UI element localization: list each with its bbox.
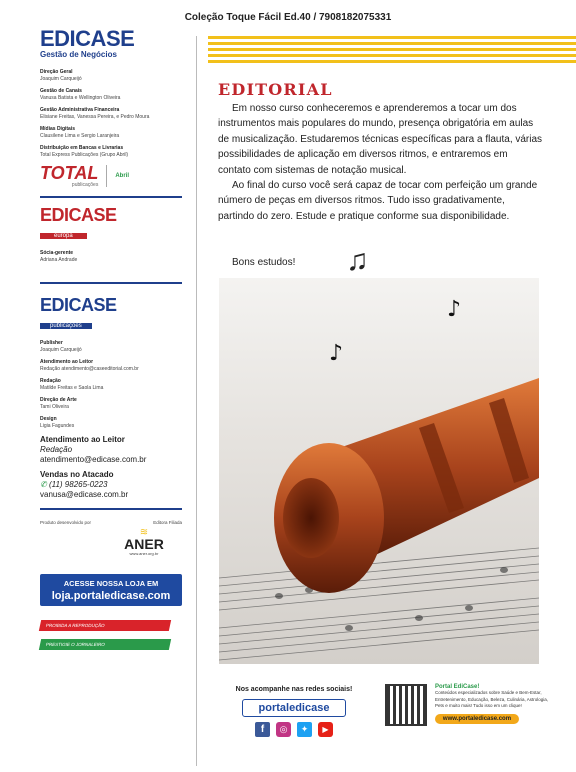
aner-fan-icon: ≋ [139, 527, 149, 538]
credits-group-1: Direção Geral Joaquim Carqueijó Gestão de Canais Vanusa Batista e Wellington Oliveira Gestão Administrativa Financeira Elisiane Freitas, Vanessa Pereira, e Pedro Moura Mídias Digitais Clausilene Lima e Sergio Laranjeira Distribuição em Bancas e Livrarias Total Express Publicações (Grupo Abril) [40, 69, 150, 158]
portal-url-button[interactable]: www.portaledicase.com [435, 714, 519, 724]
aner-logo: ≋ ANER www.aner.org.br [122, 529, 166, 556]
edicase-logo-main: EDICASE Gestão de Negócios [40, 26, 135, 59]
column-divider [196, 36, 197, 766]
page-header: Coleção Toque Fácil Ed.40 / 7908182075331 [184, 12, 392, 23]
editorial-title: EDITORIAL [218, 80, 333, 99]
total-logo: TOTAL publicações Abril [40, 163, 129, 188]
header-stripes [208, 36, 576, 66]
no-reproduction-badge: PROIBIDA A REPRODUÇÃO [39, 620, 171, 631]
social-icons-row [219, 722, 369, 737]
qr-code[interactable] [385, 684, 427, 726]
whatsapp-icon: ✆ [40, 480, 47, 489]
credits-group-3: Publisher Joaquim Carqueijó Atendimento ao Leitor Redação atendimento@caseeditorial.com.br Redação Matilde Freitas e Saola Lima Direção de Arte Tami Oliveira Design Ligia Fagundes [40, 340, 139, 429]
abril-logo: Abril [115, 173, 129, 179]
sidebar-separator [40, 508, 182, 510]
editorial-paragraph: Ao final do curso você será capaz de tocar com perfeição um grande número de peças em diversos ritmos. Tudo isso gradativamente, partindo do zero. Estude e pratique conforme sua disponibilidade. [218, 180, 538, 222]
recorder-illustration [219, 278, 539, 664]
portal-block: Portal EdiCase! Conteúdos especializados sobre Saúde e Bem-Estar, Entretenimento, Educação, Beleza, Culinária, Astrologia, Pets e muito mais! Tudo isso em um clique! www.portaledicase.com [435, 684, 549, 722]
vendas-email-link[interactable]: vanusa@edicase.com.br [40, 490, 129, 499]
editorial-paragraph: Em nosso curso conheceremos e aprenderemos a tocar um dos instrumentos mais populares do mundo, presença obrigatória em aulas de musicalização. Estudaremos técnicas específicas para a flauta, várias possibilidades de aplicação em diversos ritmos, e entraremos em contato com sistemas de notação musical. [218, 103, 543, 176]
youtube-icon[interactable]: ▶ [318, 722, 333, 737]
music-notes-icon: ♫ [346, 244, 369, 277]
social-block: Nos acompanhe nas redes sociais! portaledicase f ◎ ✦ ▶ [219, 686, 369, 737]
edicase-publicacoes-logo: EDICASE publicações [40, 295, 117, 329]
produced-row: Produto desenvolvido por Editora Filiada [40, 520, 182, 525]
edicase-europa-logo: EDICASE europa [40, 205, 117, 239]
recorder-photo [219, 278, 539, 664]
facebook-icon[interactable]: f [255, 722, 270, 737]
sidebar-separator [40, 196, 182, 198]
footer [219, 680, 554, 760]
instagram-icon[interactable]: ◎ [276, 722, 291, 737]
twitter-icon[interactable]: ✦ [297, 722, 312, 737]
sidebar: EDICASE Gestão de Negócios Direção Geral Joaquim Carqueijó Gestão de Canais Vanusa Batista e Wellington Oliveira Gestão Administrativa Financeira Elisiane Freitas, Vanessa Pereira, e Pedro Moura Mídias Digitais Clausilene Lima e Sergio Laranjeira Distribuição em Bancas e Livrarias Total Express Publicações (Grupo Abril) TOTAL publicações Abril EDICASE europa Sócia-gerente Adriana Andrade EDICASE publicações Publisher Joaquim Carqueijó Atendimento ao Leitor Redação atendimento@caseeditorial.com.br Redação Matilde Freitas e Saola Lima Direção de Arte Tami Oliveira Design Ligia Fagundes Atendimento ao Leitor Redação atendimento@edicase.com.br Vendas no Atacado ✆ (11) 98265-0223 vanusa@edicase.com.br Produto desenvolvido por Editora Filiada ≋ ANER www.aner.org.br ACESSE NOSSA LOJA EM loja.portaledicase.com PROIBIDA A REPRODUÇÃO PRESTIGIE O JORNALEIRO [40, 28, 182, 772]
store-button[interactable]: ACESSE NOSSA LOJA EM loja.portaledicase.com [40, 574, 182, 606]
greeting: Bons estudos! [232, 257, 296, 268]
support-newsstand-badge: PRESTIGIE O JORNALEIRO [39, 639, 171, 650]
editorial-body [218, 101, 543, 224]
svg-text:♪: ♪ [329, 341, 344, 366]
atend-email-link[interactable]: atendimento@edicase.com.br [40, 455, 147, 464]
sidebar-separator [40, 282, 182, 284]
contact-block: Atendimento ao Leitor Redação atendimento@edicase.com.br Vendas no Atacado ✆ (11) 98265-0223 vanusa@edicase.com.br [40, 435, 182, 500]
social-handle-button[interactable]: portaledicase [242, 699, 346, 717]
svg-text:♪: ♪ [447, 297, 462, 322]
